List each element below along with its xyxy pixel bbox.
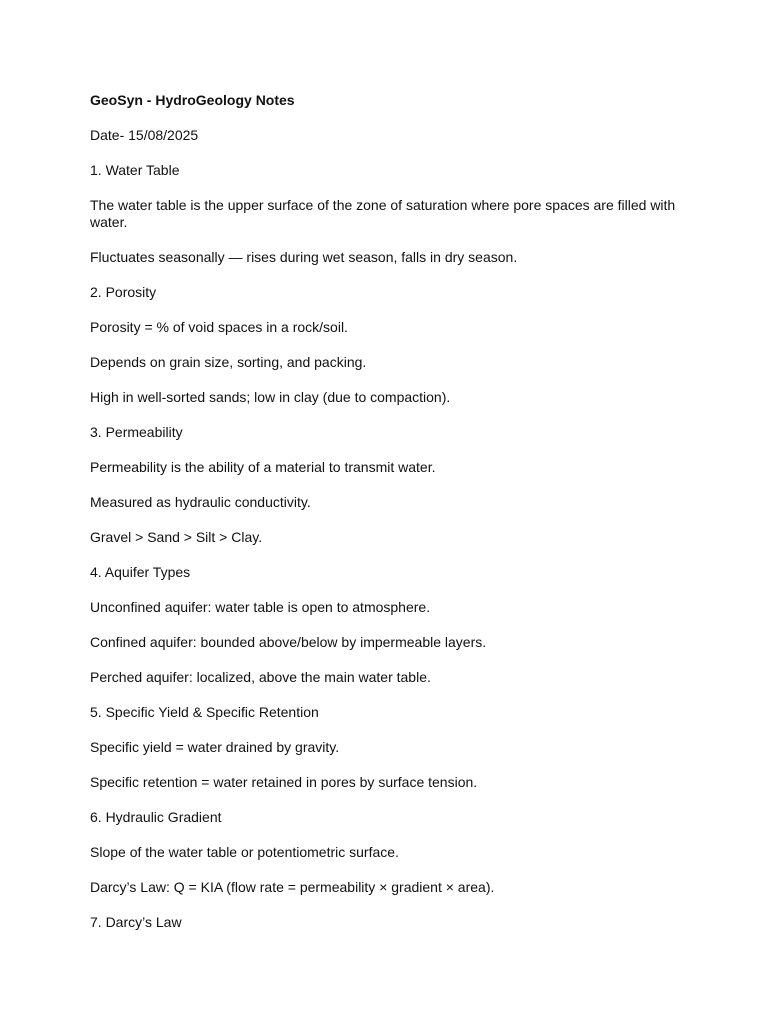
- paragraph: Confined aquifer: bounded above/below by impermeable layers.: [90, 634, 487, 650]
- paragraph: Darcy’s Law: Q = KIA (flow rate = permeability × gradient × area).: [90, 879, 495, 895]
- heading-darcys-law: 7. Darcy’s Law: [90, 914, 182, 930]
- document-title: GeoSyn - HydroGeology Notes: [90, 92, 295, 108]
- heading-hydraulic-gradient: 6. Hydraulic Gradient: [90, 809, 222, 825]
- paragraph: Specific retention = water retained in pores by surface tension.: [90, 774, 478, 790]
- paragraph: Fluctuates seasonally — rises during wet season, falls in dry season.: [90, 249, 518, 265]
- paragraph: Slope of the water table or potentiometric surface.: [90, 844, 399, 860]
- paragraph: Porosity = % of void spaces in a rock/soil.: [90, 319, 348, 335]
- document-body: [90, 92, 680, 949]
- heading-water-table: 1. Water Table: [90, 162, 180, 178]
- paragraph: Measured as hydraulic conductivity.: [90, 494, 311, 510]
- heading-porosity: 2. Porosity: [90, 284, 157, 300]
- paragraph: Depends on grain size, sorting, and packing.: [90, 354, 367, 370]
- paragraph: Permeability is the ability of a material to transmit water.: [90, 459, 436, 475]
- heading-specific-yield: 5. Specific Yield & Specific Retention: [90, 704, 319, 720]
- paragraph: Specific yield = water drained by gravity.: [90, 739, 340, 755]
- heading-permeability: 3. Permeability: [90, 424, 183, 440]
- paragraph: The water table is the upper surface of the zone of saturation where pore spaces are filled with water.: [90, 197, 676, 230]
- paragraph: Perched aquifer: localized, above the main water table.: [90, 669, 431, 685]
- paragraph: High in well-sorted sands; low in clay (due to compaction).: [90, 389, 451, 405]
- paragraph: Unconfined aquifer: water table is open to atmosphere.: [90, 599, 431, 615]
- document-date: Date- 15/08/2025: [90, 127, 199, 143]
- paragraph: Gravel > Sand > Silt > Clay.: [90, 529, 263, 545]
- heading-aquifer-types: 4. Aquifer Types: [90, 564, 191, 580]
